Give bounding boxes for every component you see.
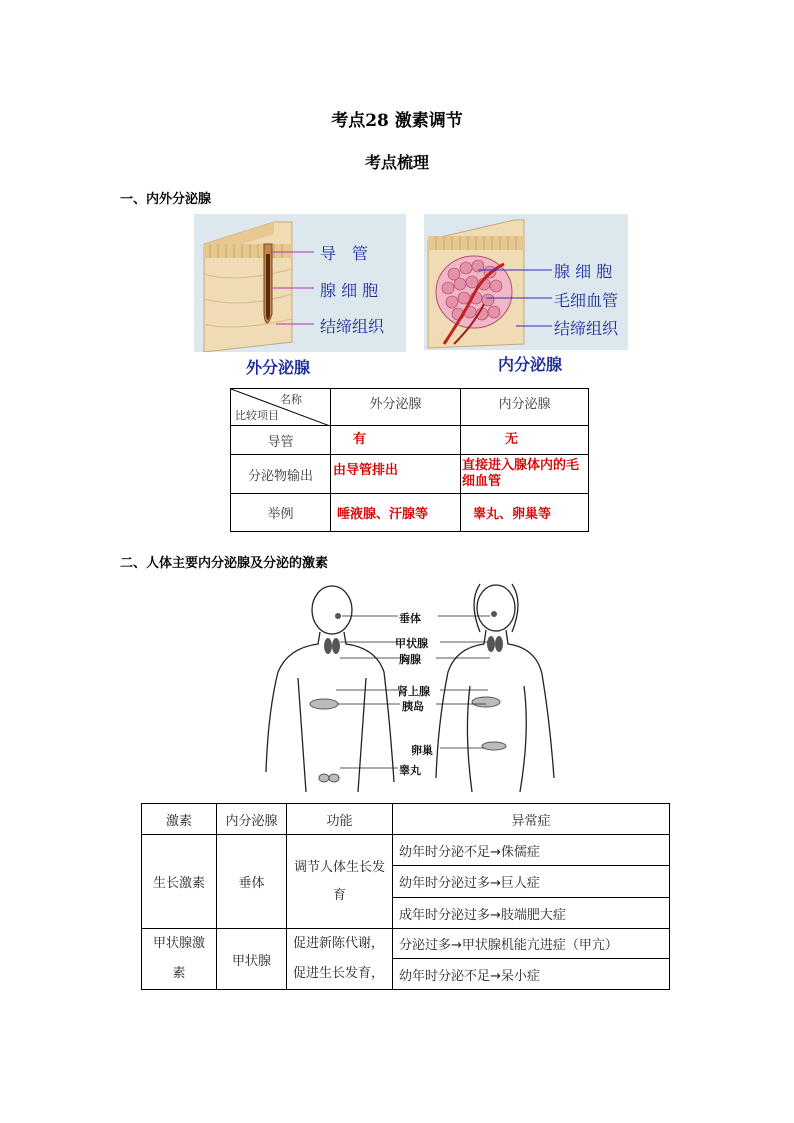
endocrine-label-capillary: 毛细血管 [554,291,619,310]
header-exocrine: 外分泌腺 [331,389,461,426]
header-function: 功能 [287,804,393,835]
endocrine-label-connective-tissue: 结缔组织 [554,319,619,338]
example-endocrine: 睾丸、卵巢等 [461,494,589,532]
secretion-endocrine: 直接进入腺体内的毛细血管 [461,455,589,494]
header-gland: 内分泌腺 [217,804,287,835]
exocrine-label-duct: 导 管 [320,244,369,263]
growth-disorder-2: 幼年时分泌过多→巨人症 [393,866,670,898]
duct-endocrine: 无 [461,426,589,455]
row-label-duct: 导管 [231,426,331,455]
label-pancreatic-islet: 胰岛 [402,700,424,713]
section-heading-2: 二、人体主要内分泌腺及分泌的激素 [120,556,329,571]
exocrine-label-connective-tissue: 结缔组织 [320,317,385,336]
header-disorder: 异常症 [393,804,670,835]
page-title: 考点28 激素调节 [331,111,463,131]
thyroid-disorder-1: 分泌过多→甲状腺机能亢进症（甲亢） [393,929,670,959]
thyroid-hormone-function: 促进新陈代谢，促进生长发育， [287,929,393,990]
thyroid-disorder-2: 幼年时分泌不足→呆小症 [393,959,670,990]
label-adrenal: 肾上腺 [397,685,430,698]
endocrine-caption: 内分泌腺 [498,355,563,374]
growth-disorder-3: 成年时分泌过多→肢端肥大症 [393,898,670,929]
growth-hormone-name: 生长激素 [142,835,217,929]
label-pituitary: 垂体 [399,612,421,625]
thyroid-hormone-gland: 甲状腺 [217,929,287,990]
growth-hormone-function: 调节人体生长发育 [287,835,393,929]
corner-label-name: 名称 [280,393,302,406]
row-label-secretion-output: 分泌物输出 [231,455,331,494]
exocrine-label-gland-cell: 腺 细 胞 [320,281,379,300]
corner-label-compare: 比较项目 [235,409,279,422]
gland-comparison-table [230,388,589,532]
example-exocrine: 唾液腺、汗腺等 [331,494,461,532]
duct-exocrine: 有 [331,426,461,455]
secretion-exocrine: 由导管排出 [331,455,461,494]
table-corner-cell [231,389,331,426]
page-subtitle: 考点梳理 [364,153,429,172]
label-thymus: 胸腺 [399,653,421,666]
thyroid-hormone-name: 甲状腺激素 [142,929,217,990]
header-hormone: 激素 [142,804,217,835]
label-thyroid: 甲状腺 [395,637,428,650]
growth-disorder-1: 幼年时分泌不足→侏儒症 [393,835,670,866]
label-ovary: 卵巢 [411,744,433,757]
growth-hormone-gland: 垂体 [217,835,287,929]
row-label-example: 举例 [231,494,331,532]
hormone-table [141,803,670,990]
exocrine-caption: 外分泌腺 [246,358,311,377]
label-testis: 睾丸 [399,764,421,777]
section-heading-1: 一、内外分泌腺 [120,192,212,207]
endocrine-label-gland-cell: 腺 细 胞 [554,262,613,281]
header-endocrine: 内分泌腺 [461,389,589,426]
